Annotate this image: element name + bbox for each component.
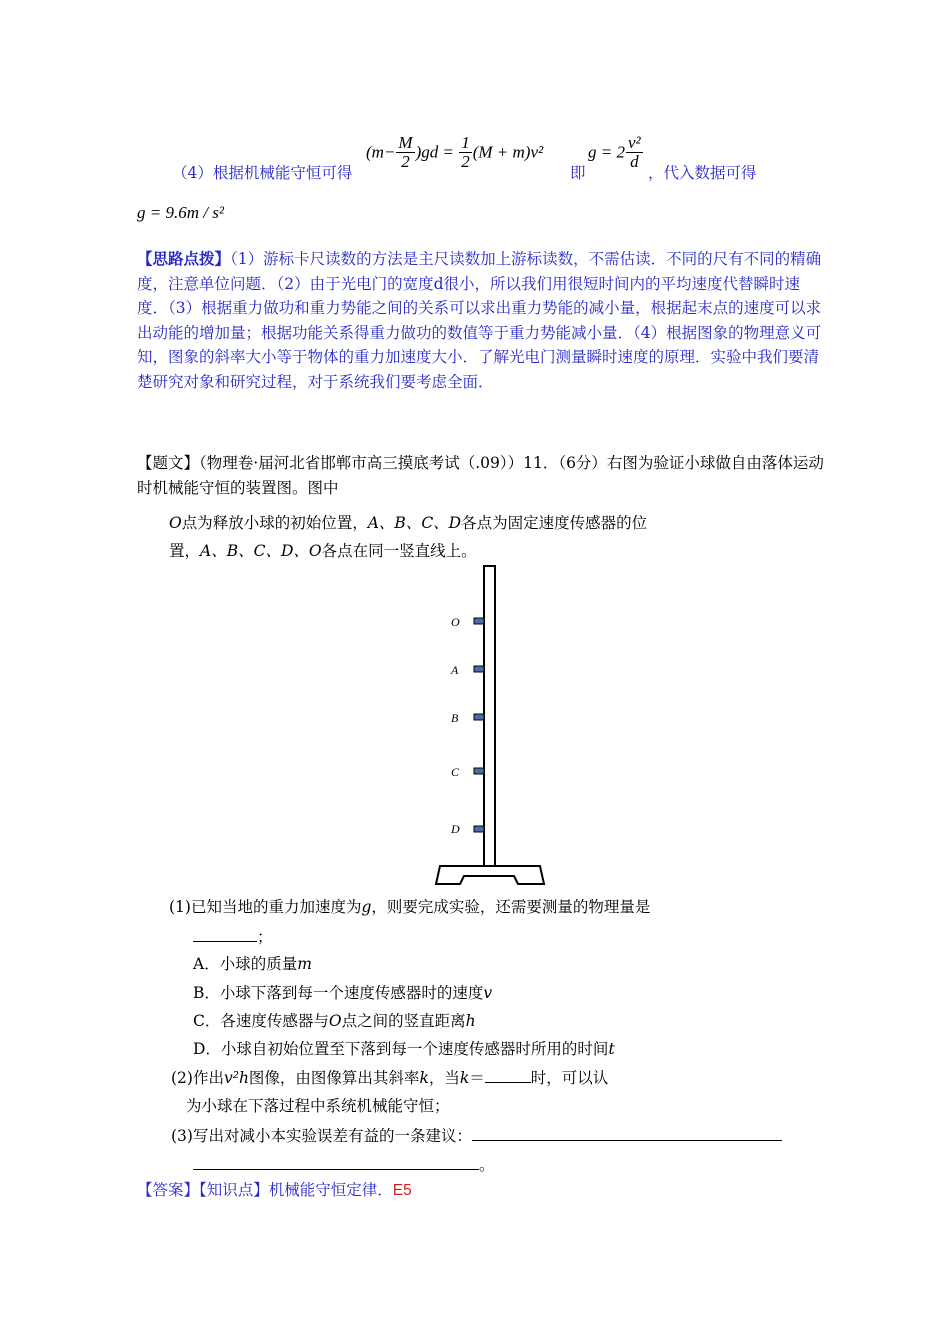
q3-answer-blank-2[interactable] (193, 1169, 479, 1170)
step4-suffix: ，代入数据可得 (648, 164, 757, 182)
step4-prefix: （4）根据机械能守恒可得 (172, 164, 353, 182)
knowledge-tag: 【知识点】 (199, 1181, 269, 1199)
sensor-o (474, 618, 484, 624)
q3-answer-blank-1[interactable] (472, 1140, 782, 1141)
g-formula: g = 2 $\frac{\text{v²}}{d}$ (588, 133, 641, 171)
label-d: D (451, 822, 460, 836)
label-c: C (451, 765, 460, 779)
q1-option-b[interactable]: B．小球下落到每一个速度传感器时的速度v (193, 984, 493, 1002)
answer-line (137, 1178, 412, 1203)
sensor-d (474, 826, 484, 832)
q3-line1: (3)写出对减小本实验误差有益的一条建议： (171, 1124, 782, 1148)
hint-tag: 【思路点拨】 (137, 249, 231, 268)
question-tag: 【题文】 (137, 454, 200, 472)
answer-tag: 【答案】 (137, 1181, 200, 1199)
g-result: g = 9.6m / s² (137, 203, 224, 222)
knowledge-point: 机械能守恒定律． (268, 1181, 393, 1199)
q1-stem: (1)已知当地的重力加速度为g，则要完成实验，还需要测量的物理量是 (169, 898, 651, 916)
sensor-c (474, 768, 484, 774)
hint-text: （1）游标卡尺读数的方法是主尺读数加上游标读数，不需估读．不同的尺有不同的精确度，注意单位问题．（2）由于光电门的宽度d很小，所以我们用很短时间内的平均速度代替瞬时速度．（3）根据重力做功和重力势能之间的关系可以求出重力势能的减小量，根据起末点的速度可以求出动能的增加量；根据功能关系得重力做功的数值等于重力势能减小量．（4）根据图象的物理意义可知，图象的斜率大小等于物体的重力加速度大小．了解光电门测量瞬时速度的原理．实验中我们要清楚研究对象和研究过程，对于系统我们要考虑全面． (137, 250, 822, 391)
question-line3: 置，A、B、C、D、O各点在同一竖直线上。 (169, 542, 477, 560)
q2-line2: 为小球在下落过程中系统机械能守恒； (186, 1097, 450, 1115)
label-o: O (451, 615, 460, 629)
energy-equation: (m− $\frac{M}{2}$ )gd = $\frac{1}{2}$ (M + m)v² (366, 133, 544, 171)
knowledge-code: E5 (392, 1182, 412, 1199)
apparatus-diagram (430, 562, 550, 888)
q2-answer-blank[interactable] (485, 1082, 531, 1083)
q3-line2: 。 (193, 1153, 495, 1177)
vertical-pole (484, 566, 495, 866)
q1-option-d[interactable]: D．小球自初始位置至下落到每一个速度传感器时所用的时间t (193, 1040, 615, 1058)
question-line2: O点为释放小球的初始位置，A、B、C、D各点为固定速度传感器的位 (169, 514, 648, 532)
hint-paragraph (137, 247, 827, 394)
q2-line1: (2)作出v²h图像，由图像算出其斜率k，当k＝ 时，可以认 (171, 1069, 609, 1087)
q1-answer-blank[interactable]: ； (193, 925, 273, 949)
sensor-a (474, 666, 484, 672)
ji-text: 即 (570, 164, 586, 182)
stand-base (436, 866, 544, 884)
label-b: B (451, 711, 459, 725)
question-text: （物理卷·届河北省邯郸市高三摸底考试（.09））11．（6分）右图为验证小球做自由落体运动时机械能守恒的装置图。图中 (137, 454, 824, 497)
label-a: A (451, 663, 459, 677)
sensor-b (474, 714, 484, 720)
q1-option-c[interactable]: C．各速度传感器与O点之间的竖直距离h (193, 1012, 476, 1030)
question-paragraph (137, 451, 827, 500)
q1-option-a[interactable]: A．小球的质量m (193, 955, 312, 973)
